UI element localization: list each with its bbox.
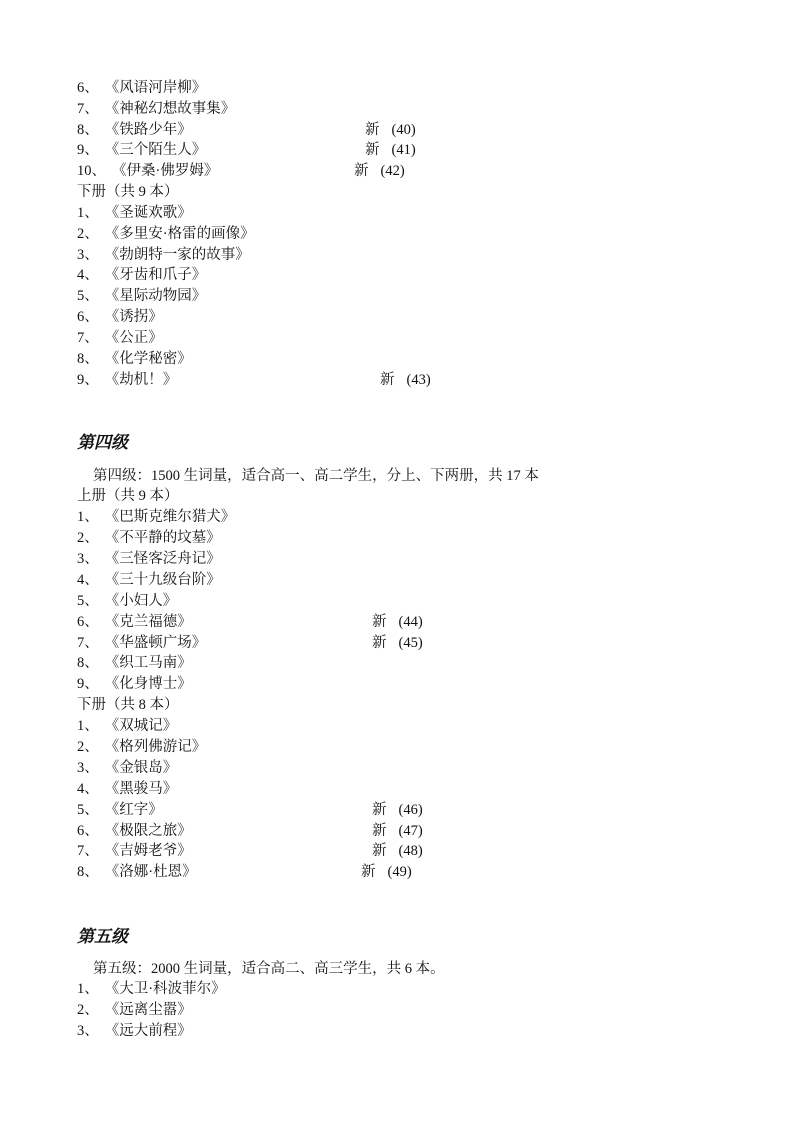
list-item: 2、 《远离尘嚣》 bbox=[77, 1002, 192, 1018]
new-tag: 新 (43) bbox=[380, 372, 431, 388]
list-item: 9、 《劫机！》 bbox=[77, 372, 178, 388]
new-tag: 新 (44) bbox=[372, 614, 423, 630]
list-item: 7、 《公正》 bbox=[77, 330, 163, 346]
list-item: 9、 《三个陌生人》 bbox=[77, 142, 207, 158]
ref-number: (47) bbox=[398, 823, 423, 839]
new-tag: 新 (41) bbox=[365, 142, 416, 158]
list-item: 2、 《格列佛游记》 bbox=[77, 739, 207, 755]
list-item: 8、 《铁路少年》 bbox=[77, 122, 192, 138]
list-item: 7、 《华盛顿广场》 bbox=[77, 635, 207, 651]
list-item: 8、 《化学秘密》 bbox=[77, 351, 192, 367]
list-item: 6、 《风语河岸柳》 bbox=[77, 80, 207, 96]
section-description: 第五级：2000 生词量，适合高二、高三学生，共 6 本。 bbox=[93, 961, 445, 977]
list-item: 6、 《诱拐》 bbox=[77, 309, 163, 325]
section-heading-level5: 第五级 bbox=[77, 927, 128, 947]
list-item: 3、 《勃朗特一家的故事》 bbox=[77, 247, 250, 263]
ref-number: (43) bbox=[406, 372, 431, 388]
list-item: 6、 《克兰福德》 bbox=[77, 614, 192, 630]
list-item: 8、 《洛娜·杜恩》 bbox=[77, 864, 197, 880]
ref-number: (44) bbox=[398, 614, 423, 630]
list-item: 10、 《伊桑·佛罗姆》 bbox=[77, 163, 219, 179]
list-item: 1、 《大卫·科波菲尔》 bbox=[77, 981, 226, 997]
list-item: 4、 《黑骏马》 bbox=[77, 781, 178, 797]
list-item: 3、 《三怪客泛舟记》 bbox=[77, 551, 221, 567]
section-heading-level4: 第四级 bbox=[77, 433, 128, 453]
list-item: 5、 《小妇人》 bbox=[77, 593, 178, 609]
list-item: 1、 《圣诞欢歌》 bbox=[77, 205, 192, 221]
ref-number: (40) bbox=[391, 122, 416, 138]
list-item: 7、 《神秘幻想故事集》 bbox=[77, 101, 236, 117]
list-item: 3、 《金银岛》 bbox=[77, 760, 178, 776]
volume-header: 下册（共 8 本） bbox=[77, 697, 179, 713]
new-tag: 新 (42) bbox=[354, 163, 405, 179]
list-item: 3、 《远大前程》 bbox=[77, 1023, 192, 1039]
new-tag: 新 (47) bbox=[372, 823, 423, 839]
volume-header: 下册（共 9 本） bbox=[77, 184, 179, 200]
new-tag: 新 (48) bbox=[372, 843, 423, 859]
list-item: 4、 《牙齿和爪子》 bbox=[77, 267, 207, 283]
new-tag: 新 (40) bbox=[365, 122, 416, 138]
new-tag: 新 (46) bbox=[372, 802, 423, 818]
list-item: 5、 《星际动物园》 bbox=[77, 288, 207, 304]
list-item: 7、 《吉姆老爷》 bbox=[77, 843, 192, 859]
section-description: 第四级：1500 生词量，适合高一、高二学生，分上、下两册，共 17 本 bbox=[93, 468, 539, 484]
list-item: 2、 《不平静的坟墓》 bbox=[77, 530, 221, 546]
list-item: 6、 《极限之旅》 bbox=[77, 823, 192, 839]
new-tag: 新 (45) bbox=[372, 635, 423, 651]
ref-number: (46) bbox=[398, 802, 423, 818]
list-item: 8、 《织工马南》 bbox=[77, 655, 192, 671]
list-item: 2、 《多里安·格雷的画像》 bbox=[77, 226, 255, 242]
ref-number: (42) bbox=[380, 163, 405, 179]
list-item: 1、 《双城记》 bbox=[77, 718, 178, 734]
ref-number: (49) bbox=[387, 864, 412, 880]
volume-header: 上册（共 9 本） bbox=[77, 488, 179, 504]
list-item: 1、 《巴斯克维尔猎犬》 bbox=[77, 509, 236, 525]
new-tag: 新 (49) bbox=[361, 864, 412, 880]
ref-number: (45) bbox=[398, 635, 423, 651]
list-item: 9、 《化身博士》 bbox=[77, 676, 192, 692]
ref-number: (41) bbox=[391, 142, 416, 158]
list-item: 5、 《红字》 bbox=[77, 802, 163, 818]
ref-number: (48) bbox=[398, 843, 423, 859]
list-item: 4、 《三十九级台阶》 bbox=[77, 572, 221, 588]
